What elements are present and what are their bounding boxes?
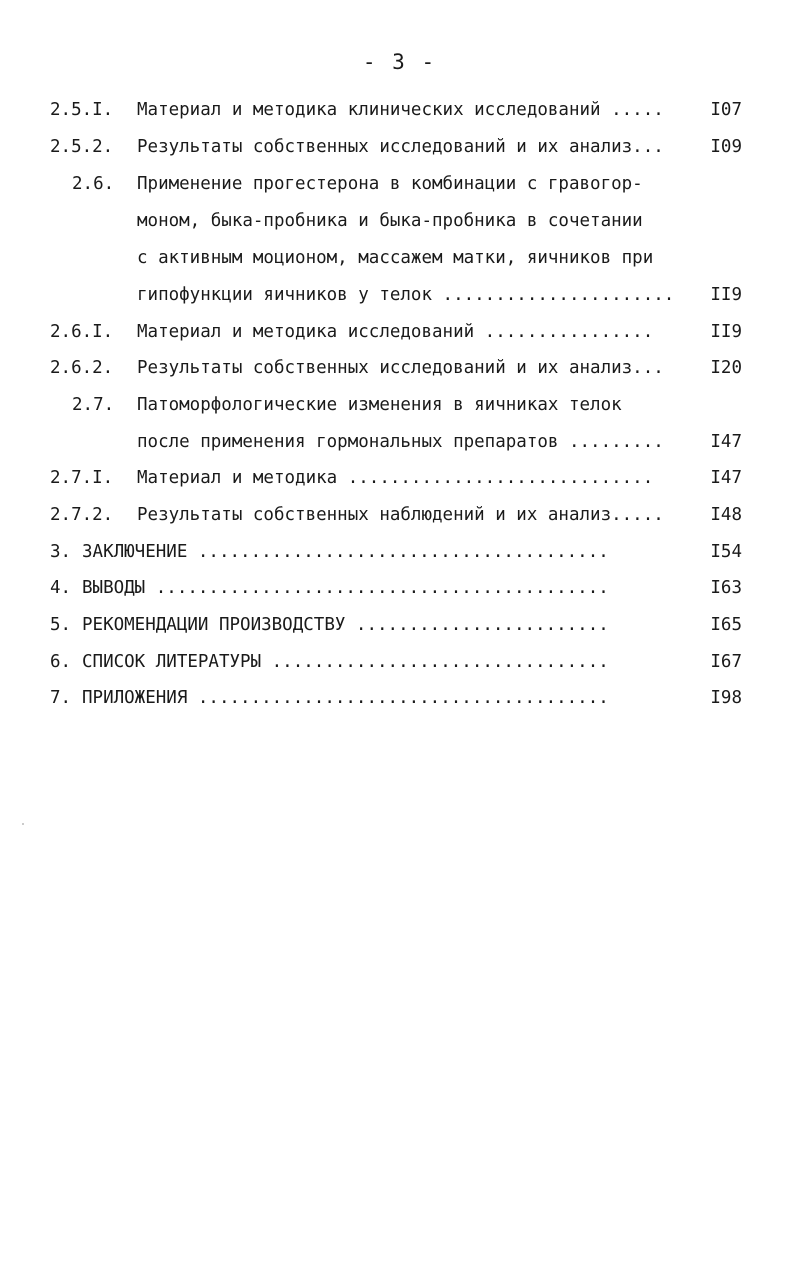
toc-entry-page: I67 <box>710 652 742 672</box>
toc-entry-3 <box>0 540 799 564</box>
toc-entry-page: I07 <box>710 100 742 120</box>
toc-entry-title: Результаты собственных исследований и их анализ... <box>137 137 664 157</box>
toc-entry-2-6-line-3 <box>0 246 799 270</box>
toc-entry-title: ЗАКЛЮЧЕНИЕ ....................................... <box>82 542 609 562</box>
toc-entry-2-6-line-2 <box>0 209 799 233</box>
toc-entry-title: ВЫВОДЫ ........................................... <box>82 578 609 598</box>
toc-entry-title-line: Применение прогестерона в комбинации с гравогор- <box>137 174 643 194</box>
toc-entry-title: Материал и методика клинических исследований ..... <box>137 100 664 120</box>
toc-entry-title: Материал и методика ............................. <box>137 468 654 488</box>
toc-entry-number: 2.7.I. <box>50 468 114 488</box>
scan-speck <box>22 823 24 825</box>
toc-entry-title: РЕКОМЕНДАЦИИ ПРОИЗВОДСТВУ ........................ <box>82 615 609 635</box>
toc-entry-2-6-2 <box>0 356 799 380</box>
toc-entry-page: II9 <box>710 285 742 305</box>
toc-entry-6 <box>0 650 799 674</box>
toc-entry-page: I47 <box>710 468 742 488</box>
toc-entry-title: СПИСОК ЛИТЕРАТУРЫ ................................ <box>82 652 609 672</box>
toc-entry-page: I54 <box>710 542 742 562</box>
toc-entry-page: II9 <box>710 322 742 342</box>
toc-entry-page: I98 <box>710 688 742 708</box>
toc-entry-title: Материал и методика исследований ................ <box>137 322 654 342</box>
toc-entry-number: 2.5.2. <box>50 137 114 157</box>
toc-entry-2-6 <box>0 172 799 196</box>
toc-entry-4 <box>0 576 799 600</box>
toc-entry-number: 2.7.2. <box>50 505 114 525</box>
toc-entry-page: I20 <box>710 358 742 378</box>
toc-entry-2-7 <box>0 393 799 417</box>
toc-entry-2-7-1 <box>0 466 799 490</box>
toc-entry-title-line: гипофункции яичников у телок ...................... <box>137 285 675 305</box>
toc-entry-number: 2.6.I. <box>50 322 114 342</box>
toc-entry-2-5-1 <box>0 98 799 122</box>
toc-entry-title: Результаты собственных исследований и их анализ... <box>137 358 664 378</box>
toc-entry-number: 3. <box>50 542 72 562</box>
toc-entry-number: 2.6. <box>72 174 115 194</box>
toc-entry-number: 2.7. <box>72 395 115 415</box>
toc-entry-title-line: с активным моционом, массажем матки, яичников при <box>137 248 654 268</box>
toc-entry-2-7-line-2 <box>0 430 799 454</box>
toc-entry-2-6-line-4 <box>0 283 799 307</box>
toc-entry-7 <box>0 686 799 710</box>
toc-entry-page: I63 <box>710 578 742 598</box>
toc-entry-2-5-2 <box>0 135 799 159</box>
toc-entry-page: I48 <box>710 505 742 525</box>
page-number: - 3 - <box>362 50 437 74</box>
toc-entry-page: I65 <box>710 615 742 635</box>
toc-entry-number: 5. <box>50 615 72 635</box>
toc-entry-number: 2.6.2. <box>50 358 114 378</box>
toc-entry-number: 7. <box>50 688 72 708</box>
toc-entry-page: I09 <box>710 137 742 157</box>
toc-entry-number: 6. <box>50 652 72 672</box>
toc-entry-number: 2.5.I. <box>50 100 114 120</box>
toc-entry-title: ПРИЛОЖЕНИЯ ....................................... <box>82 688 609 708</box>
toc-entry-number: 4. <box>50 578 72 598</box>
toc-entry-2-6-1 <box>0 320 799 344</box>
toc-entry-page: I47 <box>710 432 742 452</box>
toc-entry-2-7-2 <box>0 503 799 527</box>
toc-entry-title-line: моном, быка-пробника и быка-пробника в сочетании <box>137 211 643 231</box>
toc-entry-title-line: после применения гормональных препаратов ......... <box>137 432 664 452</box>
toc-entry-title-line: Патоморфологические изменения в яичниках телок <box>137 395 622 415</box>
toc-entry-5 <box>0 613 799 637</box>
toc-entry-title: Результаты собственных наблюдений и их анализ..... <box>137 505 664 525</box>
